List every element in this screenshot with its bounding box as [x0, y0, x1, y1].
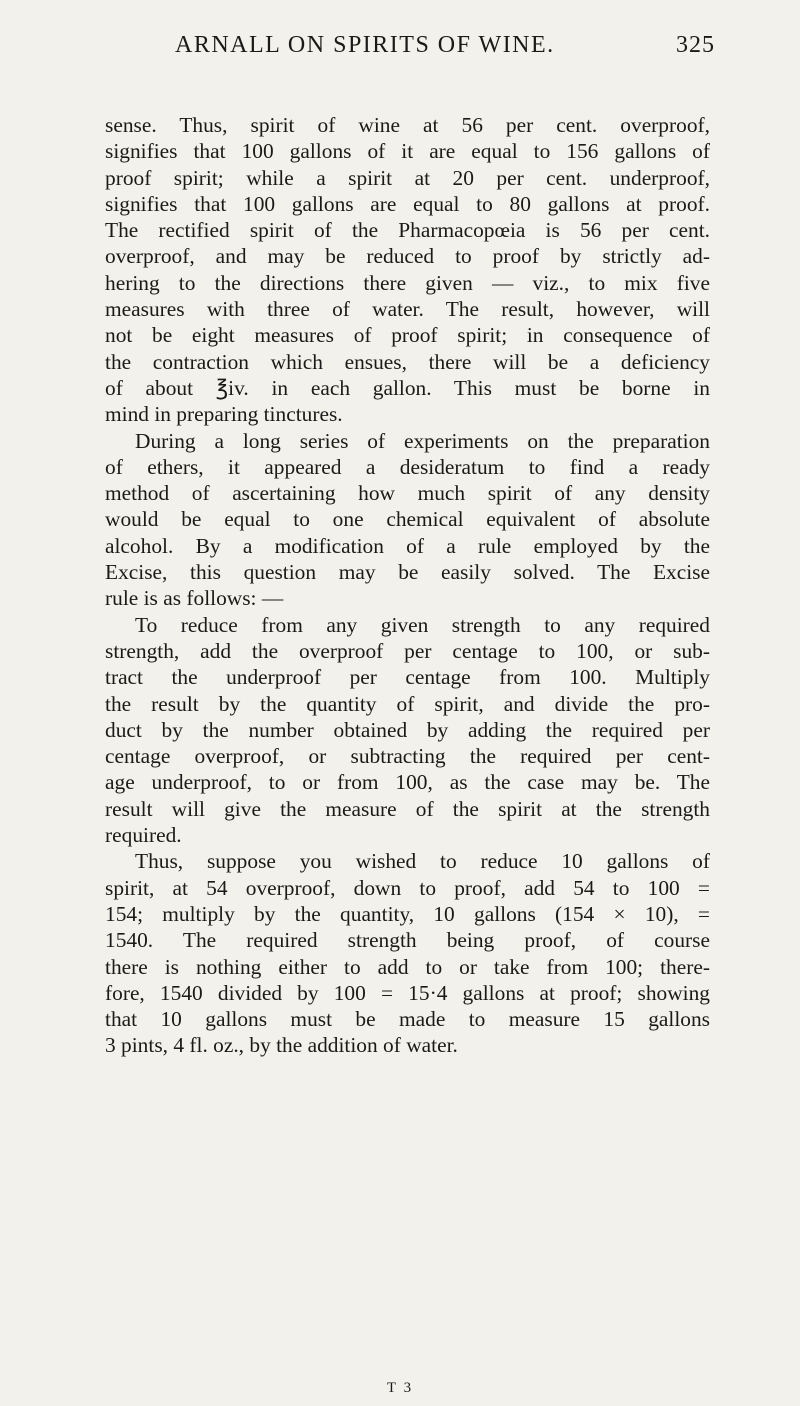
- text-line: Thus, suppose you wished to reduce 10 gallons of: [135, 849, 710, 874]
- text-line: Excise, this question may be easily solved. The Excise: [105, 560, 710, 585]
- text-line: overproof, and may be reduced to proof by strictly ad-: [105, 244, 710, 269]
- text-line: the result by the quantity of spirit, and divide the pro-: [105, 691, 710, 716]
- text-line: the contraction which ensues, there will be a deficiency: [105, 349, 710, 374]
- text-line: not be eight measures of proof spirit; in consequence of: [105, 323, 710, 348]
- text-line: would be equal to one chemical equivalent of absolute: [105, 507, 710, 532]
- text-line: age underproof, to or from 100, as the case may be. The: [105, 770, 710, 795]
- text-line: strength, add the overproof per centage to 100, or sub-: [105, 638, 710, 663]
- text-line: 1540. The required strength being proof, of course: [105, 928, 710, 953]
- text-line: 3 pints, 4 fl. oz., by the addition of water.: [105, 1033, 458, 1058]
- text-line: of about ℥iv. in each gallon. This must be borne in: [105, 375, 710, 400]
- text-line: rule is as follows: —: [105, 586, 284, 611]
- text-line: sense. Thus, spirit of wine at 56 per cent. overproof,: [105, 113, 710, 137]
- text-line: signifies that 100 gallons are equal to 80 gallons at proof.: [105, 191, 710, 216]
- text-line: During a long series of experiments on the preparation: [135, 428, 710, 453]
- text-line: that 10 gallons must be made to measure 15 gallons: [105, 1007, 710, 1032]
- text-line: required.: [105, 823, 182, 848]
- text-line: there is nothing either to add to or take from 100; there-: [105, 954, 710, 979]
- text-line: duct by the number obtained by adding the required per: [105, 717, 710, 742]
- text-line: method of ascertaining how much spirit of any density: [105, 481, 710, 506]
- text-line: 154; multiply by the quantity, 10 gallons (154 × 10), =: [105, 901, 710, 926]
- text-line: The rectified spirit of the Pharmacopœia is 56 per cent.: [105, 218, 710, 243]
- text-line: proof spirit; while a spirit at 20 per cent. underproof,: [105, 165, 710, 190]
- text-line: signifies that 100 gallons of it are equal to 156 gallons of: [105, 139, 710, 164]
- text-line: alcohol. By a modification of a rule employed by the: [105, 533, 710, 558]
- running-title: ARNALL ON SPIRITS OF WINE.: [175, 32, 555, 58]
- text-line: measures with three of water. The result, however, will: [105, 297, 710, 322]
- signature-mark: T 3: [386, 1380, 414, 1396]
- text-line: mind in preparing tinctures.: [105, 402, 343, 427]
- body-text: [105, 112, 710, 1059]
- page-header: [105, 32, 715, 72]
- text-line: spirit, at 54 overproof, down to proof, add 54 to 100 =: [105, 875, 710, 900]
- text-line: To reduce from any given strength to any required: [135, 612, 710, 637]
- text-line: tract the underproof per centage from 100. Multiply: [105, 665, 710, 690]
- text-line: hering to the directions there given — viz., to mix five: [105, 270, 710, 295]
- text-line: result will give the measure of the spirit at the strength: [105, 796, 710, 821]
- page-number: 325: [676, 32, 715, 58]
- text-line: fore, 1540 divided by 100 = 15·4 gallons at proof; showing: [105, 980, 710, 1005]
- text-line: of ethers, it appeared a desideratum to find a ready: [105, 454, 710, 479]
- text-line: centage overproof, or subtracting the required per cent-: [105, 744, 710, 769]
